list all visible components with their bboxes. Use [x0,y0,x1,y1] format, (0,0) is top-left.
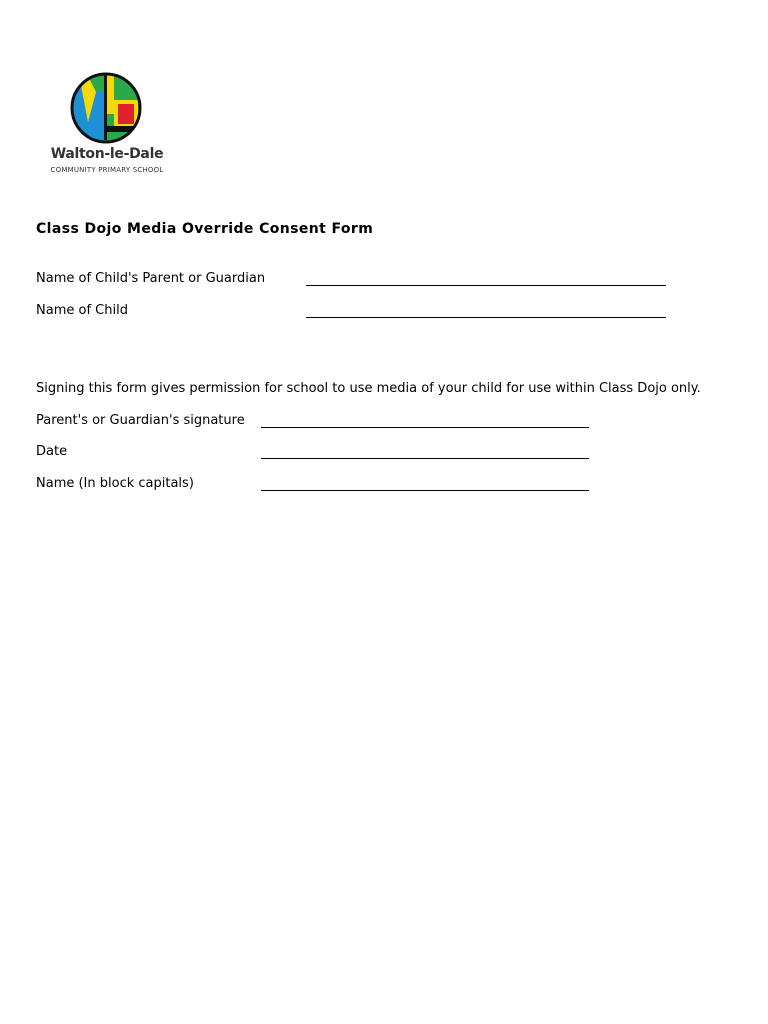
child-name-field[interactable] [306,317,666,318]
consent-statement: Signing this form gives permission for school to use media of your child for use within Class Dojo only. [36,381,701,396]
field-label-child-name: Name of Child [36,303,128,318]
form-title: Class Dojo Media Override Consent Form [36,221,374,237]
parent-name-field[interactable] [306,285,666,286]
field-label-date: Date [36,444,68,459]
date-field[interactable] [261,458,589,459]
school-name: Walton-le-Dale [50,146,164,162]
school-logo [44,70,170,180]
field-label-signature: Parent's or Guardian's signature [36,413,245,428]
field-label-parent-name: Name of Child's Parent or Guardian [36,271,266,286]
school-subtitle: COMMUNITY PRIMARY SCHOOL [50,166,164,174]
signature-field[interactable] [261,427,589,428]
block-capitals-name-field[interactable] [261,490,589,491]
field-label-block-name: Name (In block capitals) [36,476,194,491]
school-crest-icon [66,70,146,146]
